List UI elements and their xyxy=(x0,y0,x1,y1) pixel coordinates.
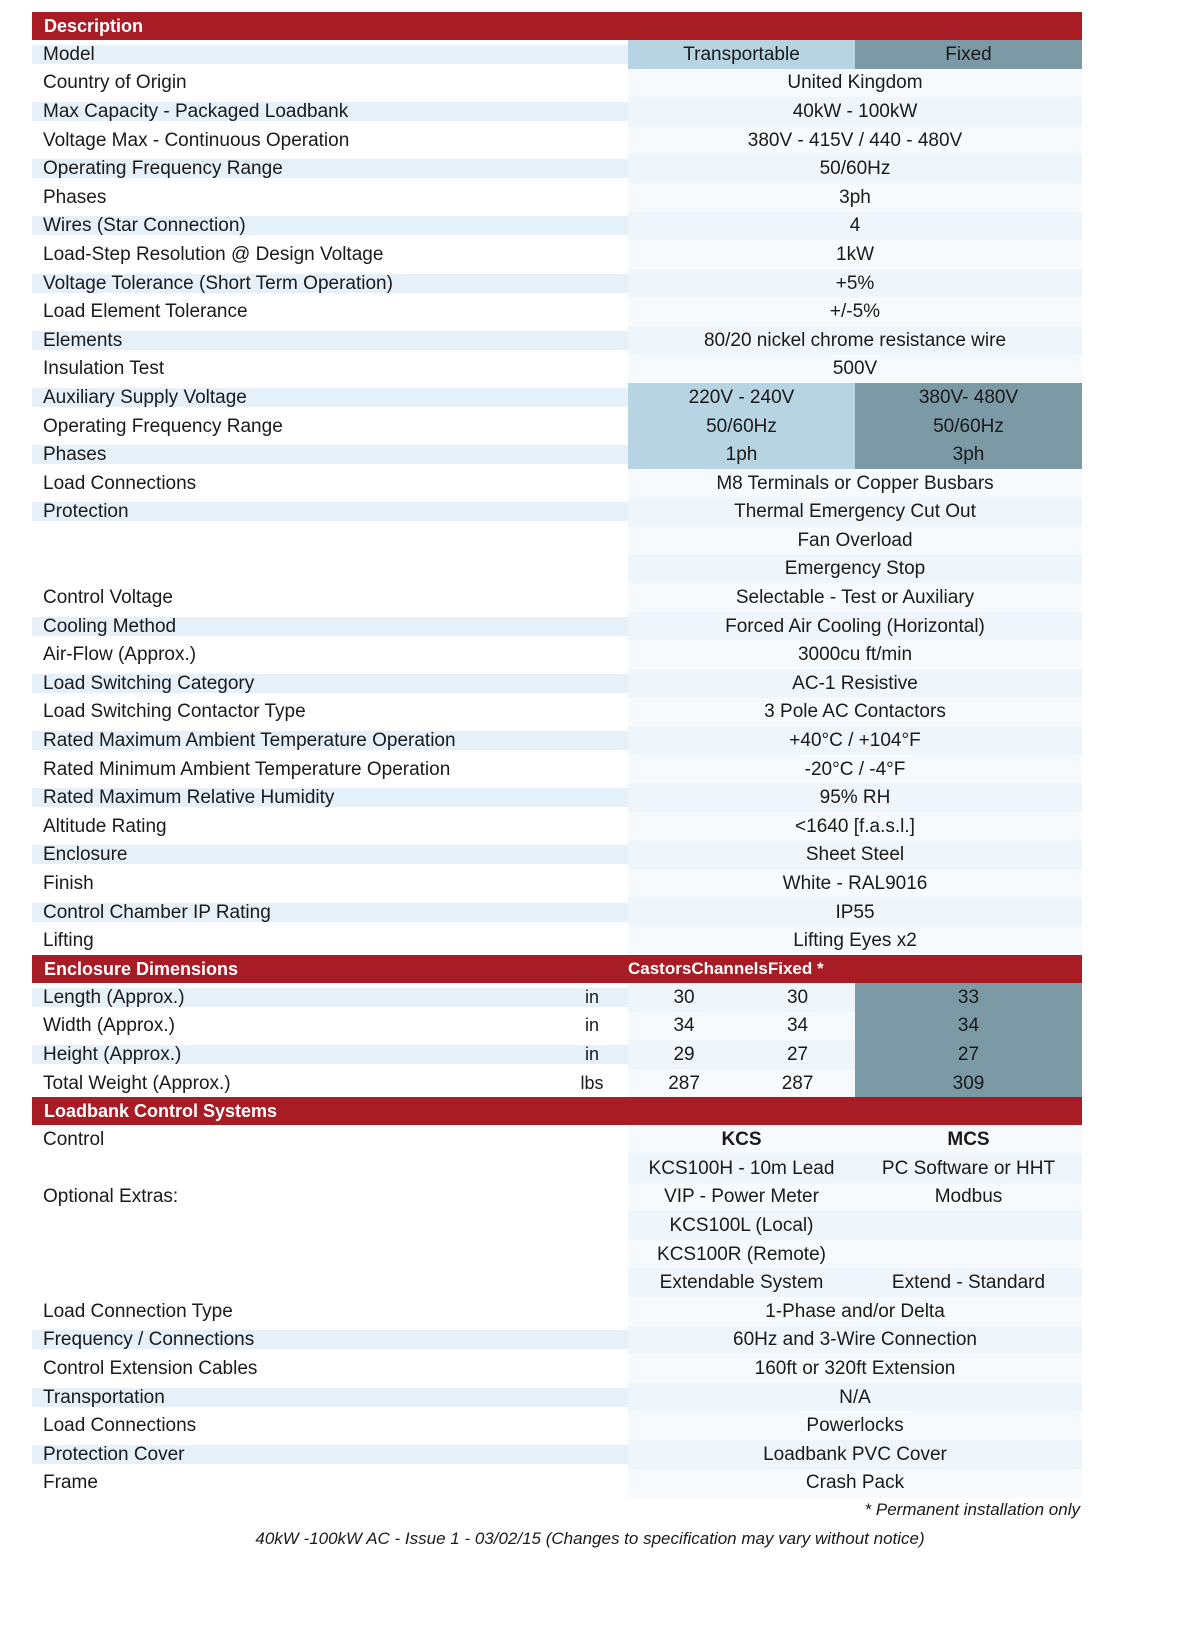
column-header-castors: Castors xyxy=(628,959,692,978)
table-row xyxy=(32,1125,1082,1154)
table-row xyxy=(32,1154,1082,1183)
row-label: Control xyxy=(32,1130,628,1149)
value-cell-fixed: 380V- 480V xyxy=(855,383,1082,412)
value-cell: N/A xyxy=(839,1386,871,1408)
row-unit: in xyxy=(584,1016,599,1036)
table-row xyxy=(32,841,1082,870)
row-values xyxy=(628,898,1082,927)
row-label: Model xyxy=(32,45,628,64)
row-label: Auxiliary Supply Voltage xyxy=(32,388,628,407)
value-cell: 3 Pole AC Contactors xyxy=(764,701,946,723)
table-row xyxy=(32,1069,1082,1098)
value-cell: United Kingdom xyxy=(787,72,923,94)
value-cell: 1-Phase and/or Delta xyxy=(765,1300,945,1322)
row-label: Wires (Star Connection) xyxy=(32,216,628,235)
value-cell-kcs: KCS100H - 10m Lead xyxy=(648,1157,835,1179)
value-cell-kcs: KCS100L (Local) xyxy=(669,1214,814,1236)
row-label: Load Connections xyxy=(32,1416,628,1435)
enclosure-dimension-rows xyxy=(32,983,1082,1097)
row-label: Voltage Max - Continuous Operation xyxy=(32,131,628,150)
table-row xyxy=(32,383,1082,412)
value-cell-mcs: Extend - Standard xyxy=(891,1272,1046,1294)
row-values xyxy=(628,240,1082,269)
table-row xyxy=(32,69,1082,98)
table-row xyxy=(32,469,1082,498)
value-cell: Emergency Stop xyxy=(784,558,926,580)
row-values xyxy=(628,612,1082,641)
row-label: Rated Maximum Ambient Temperature Operation xyxy=(32,731,628,750)
row-values xyxy=(628,355,1082,384)
value-cell: 3000cu ft/min xyxy=(797,644,913,666)
value-cell-kcs: VIP - Power Meter xyxy=(664,1186,819,1208)
value-cell-channels: 34 xyxy=(786,1015,809,1037)
row-unit: in xyxy=(584,1044,599,1064)
row-values xyxy=(628,669,1082,698)
value-cell: -20°C / -4°F xyxy=(804,758,906,780)
value-cell: Powerlocks xyxy=(806,1415,904,1437)
value-cell-kcs: Extendable System xyxy=(659,1272,824,1294)
value-cell: 60Hz and 3-Wire Connection xyxy=(733,1329,977,1351)
row-values xyxy=(628,69,1082,98)
table-row xyxy=(32,1440,1082,1469)
value-cell: 50/60Hz xyxy=(819,158,891,180)
value-cell-mcs xyxy=(855,1211,1082,1240)
table-row xyxy=(32,698,1082,727)
table-row xyxy=(32,926,1082,955)
row-values xyxy=(628,755,1082,784)
value-cell: Selectable - Test or Auxiliary xyxy=(735,587,975,609)
row-values xyxy=(628,1183,1082,1212)
value-cell-channels: 27 xyxy=(786,1043,809,1065)
table-row xyxy=(32,1240,1082,1269)
value-cell: 160ft or 320ft Extension xyxy=(754,1357,956,1379)
table-row xyxy=(32,355,1082,384)
enclosure-dimensions-column-headers xyxy=(628,955,1082,983)
control-system-rows xyxy=(32,1125,1082,1497)
table-row xyxy=(32,869,1082,898)
table-row xyxy=(32,183,1082,212)
row-values xyxy=(628,1125,1082,1154)
row-values xyxy=(628,583,1082,612)
value-cell-transportable: 220V - 240V xyxy=(628,383,855,412)
row-values xyxy=(628,269,1082,298)
row-values xyxy=(628,1383,1082,1412)
row-label: Frame xyxy=(32,1473,628,1492)
row-label: Load Connection Type xyxy=(32,1302,628,1321)
row-label: Total Weight (Approx.) lbs xyxy=(32,1074,628,1093)
table-row xyxy=(32,1297,1082,1326)
row-values xyxy=(628,383,1082,412)
issue-line: 40kW -100kW AC - Issue 1 - 03/02/15 (Changes to specification may vary without notice) xyxy=(255,1529,925,1549)
row-label: Protection Cover xyxy=(32,1445,628,1464)
table-row xyxy=(32,1383,1082,1412)
section-title-description: Description xyxy=(44,15,144,36)
row-label: Lifting xyxy=(32,931,628,950)
row-label: Max Capacity - Packaged Loadbank xyxy=(32,102,628,121)
value-cell: Lifting Eyes x2 xyxy=(793,930,917,952)
row-label: Rated Minimum Ambient Temperature Operation xyxy=(32,760,628,779)
row-values xyxy=(628,1354,1082,1383)
section-title-control-systems: Loadbank Control Systems xyxy=(44,1100,278,1121)
value-cell: Fan Overload xyxy=(797,529,913,551)
value-cell: 380V - 415V / 440 - 480V xyxy=(747,129,963,151)
row-label: Frequency / Connections xyxy=(32,1330,628,1349)
row-label: Load Element Tolerance xyxy=(32,302,628,321)
section-title-enclosure-dimensions: Enclosure Dimensions xyxy=(44,958,239,979)
table-row xyxy=(32,983,1082,1012)
value-cell: White - RAL9016 xyxy=(782,873,928,895)
row-unit: in xyxy=(584,987,599,1007)
section-header-control-systems xyxy=(32,1097,1082,1125)
value-cell-channels: 30 xyxy=(786,986,809,1008)
row-label: Control Voltage xyxy=(32,588,628,607)
row-values xyxy=(628,841,1082,870)
table-row xyxy=(32,40,1082,69)
row-label: Country of Origin xyxy=(32,73,628,92)
table-row xyxy=(32,1040,1082,1069)
value-cell-kcs: KCS100R (Remote) xyxy=(657,1243,826,1265)
row-values xyxy=(628,1012,1082,1041)
value-cell-kcs: KCS xyxy=(721,1129,762,1151)
table-row xyxy=(32,1411,1082,1440)
row-values xyxy=(628,1069,1082,1098)
value-cell: M8 Terminals or Copper Busbars xyxy=(716,472,994,494)
row-values xyxy=(628,126,1082,155)
row-label: Insulation Test xyxy=(32,359,628,378)
row-values xyxy=(628,412,1082,441)
row-label: Rated Maximum Relative Humidity xyxy=(32,788,628,807)
row-values xyxy=(628,526,1082,555)
table-row xyxy=(32,1469,1082,1498)
row-values xyxy=(628,97,1082,126)
row-values xyxy=(628,212,1082,241)
row-label: Air-Flow (Approx.) xyxy=(32,645,628,664)
row-label: Control Extension Cables xyxy=(32,1359,628,1378)
value-cell-castors: 34 xyxy=(673,1015,695,1037)
value-cell: AC-1 Resistive xyxy=(792,672,918,694)
value-cell-mcs: MCS xyxy=(947,1129,990,1151)
table-row xyxy=(32,297,1082,326)
table-row xyxy=(32,640,1082,669)
table-row xyxy=(32,326,1082,355)
row-values xyxy=(628,640,1082,669)
row-label: Load-Step Resolution @ Design Voltage xyxy=(32,245,628,264)
row-values xyxy=(628,40,1082,69)
section-header-description xyxy=(32,12,1082,40)
value-cell-channels: 287 xyxy=(781,1072,814,1094)
section-header-enclosure-dimensions xyxy=(32,955,1082,983)
row-values xyxy=(628,326,1082,355)
row-label: Control Chamber IP Rating xyxy=(32,903,628,922)
value-cell: Thermal Emergency Cut Out xyxy=(734,501,976,523)
value-cell-fixed: 50/60Hz xyxy=(855,412,1082,441)
value-cell: 40kW - 100kW xyxy=(792,100,918,122)
value-cell-transportable: Transportable xyxy=(628,40,855,69)
table-row xyxy=(32,669,1082,698)
table-row xyxy=(32,583,1082,612)
table-row xyxy=(32,97,1082,126)
table-row xyxy=(32,498,1082,527)
row-values xyxy=(628,783,1082,812)
value-cell-fixed: 27 xyxy=(957,1043,980,1065)
table-row xyxy=(32,440,1082,469)
value-cell-castors: 30 xyxy=(673,986,695,1008)
row-values xyxy=(628,869,1082,898)
row-values xyxy=(628,297,1082,326)
row-values xyxy=(628,1440,1082,1469)
row-label: Transportation xyxy=(32,1388,628,1407)
row-label: Height (Approx.) in xyxy=(32,1045,628,1064)
table-row xyxy=(32,1211,1082,1240)
row-values xyxy=(628,498,1082,527)
table-row xyxy=(32,726,1082,755)
value-cell: Crash Pack xyxy=(805,1472,905,1494)
value-cell-transportable: 50/60Hz xyxy=(628,412,855,441)
row-values xyxy=(628,1154,1082,1183)
value-cell: +5% xyxy=(835,272,875,294)
row-values xyxy=(628,1411,1082,1440)
value-cell: 1kW xyxy=(836,243,874,265)
table-row xyxy=(32,1326,1082,1355)
value-cell-fixed: Fixed xyxy=(855,40,1082,69)
value-cell-fixed: 34 xyxy=(957,1015,980,1037)
value-cell: +/-5% xyxy=(829,301,881,323)
value-cell: Forced Air Cooling (Horizontal) xyxy=(725,615,985,637)
row-label: Optional Extras: xyxy=(32,1187,628,1206)
table-row xyxy=(32,898,1082,927)
value-cell-mcs: PC Software or HHT xyxy=(881,1157,1056,1179)
row-label: Finish xyxy=(32,874,628,893)
row-values xyxy=(628,555,1082,584)
row-unit: lbs xyxy=(580,1073,604,1093)
value-cell: Sheet Steel xyxy=(805,844,905,866)
value-cell-transportable: 1ph xyxy=(628,440,855,469)
value-cell: <1640 [f.a.s.l.] xyxy=(795,815,915,837)
row-values xyxy=(628,440,1082,469)
description-rows xyxy=(32,40,1082,955)
row-label: Phases xyxy=(32,188,628,207)
row-label: Load Switching Contactor Type xyxy=(32,702,628,721)
value-cell: 95% RH xyxy=(819,787,891,809)
value-cell-mcs xyxy=(855,1240,1082,1269)
value-cell-fixed: 33 xyxy=(957,986,980,1008)
row-values xyxy=(628,1469,1082,1498)
row-values xyxy=(628,698,1082,727)
table-row xyxy=(32,412,1082,441)
value-cell: 80/20 nickel chrome resistance wire xyxy=(703,329,1007,351)
table-row xyxy=(32,1354,1082,1383)
row-values xyxy=(628,1040,1082,1069)
table-row xyxy=(32,612,1082,641)
row-values xyxy=(628,469,1082,498)
row-label: Operating Frequency Range xyxy=(32,417,628,436)
row-values xyxy=(628,983,1082,1012)
footnote-permanent-installation: * Permanent installation only xyxy=(864,1500,1080,1520)
row-label: Altitude Rating xyxy=(32,817,628,836)
row-label: Voltage Tolerance (Short Term Operation) xyxy=(32,274,628,293)
row-label: Load Switching Category xyxy=(32,674,628,693)
row-values xyxy=(628,1240,1082,1269)
table-row xyxy=(32,1268,1082,1297)
value-cell-fixed: 309 xyxy=(952,1072,985,1094)
table-row xyxy=(32,526,1082,555)
row-values xyxy=(628,926,1082,955)
row-values xyxy=(628,1297,1082,1326)
table-row xyxy=(32,1012,1082,1041)
row-values xyxy=(628,812,1082,841)
value-cell: 4 xyxy=(849,215,861,237)
row-values xyxy=(628,154,1082,183)
row-values xyxy=(628,1326,1082,1355)
value-cell: IP55 xyxy=(835,901,875,923)
value-cell: 500V xyxy=(832,358,878,380)
row-label: Phases xyxy=(32,445,628,464)
table-row xyxy=(32,555,1082,584)
table-row xyxy=(32,783,1082,812)
value-cell-castors: 29 xyxy=(673,1043,695,1065)
row-values xyxy=(628,1211,1082,1240)
table-row xyxy=(32,154,1082,183)
value-cell: +40°C / +104°F xyxy=(789,730,921,752)
value-cell: 3ph xyxy=(839,186,871,208)
row-label: Load Connections xyxy=(32,474,628,493)
row-label: Enclosure xyxy=(32,845,628,864)
value-cell: Loadbank PVC Cover xyxy=(763,1443,947,1465)
row-label: Protection xyxy=(32,502,628,521)
value-cell-castors: 287 xyxy=(668,1072,700,1094)
row-label: Length (Approx.) in xyxy=(32,988,628,1007)
table-row xyxy=(32,1183,1082,1212)
table-row xyxy=(32,812,1082,841)
table-row xyxy=(32,240,1082,269)
row-values xyxy=(628,183,1082,212)
row-label: Width (Approx.) in xyxy=(32,1016,628,1035)
row-label: Operating Frequency Range xyxy=(32,159,628,178)
column-header-channels: Channels xyxy=(691,959,768,978)
table-row xyxy=(32,269,1082,298)
row-values xyxy=(628,726,1082,755)
value-cell-fixed: 3ph xyxy=(855,440,1082,469)
column-header-fixed: Fixed * xyxy=(767,959,824,978)
row-label: Cooling Method xyxy=(32,617,628,636)
table-row xyxy=(32,755,1082,784)
table-row xyxy=(32,126,1082,155)
table-row xyxy=(32,212,1082,241)
row-values xyxy=(628,1268,1082,1297)
row-label: Elements xyxy=(32,331,628,350)
value-cell-mcs: Modbus xyxy=(934,1186,1003,1208)
